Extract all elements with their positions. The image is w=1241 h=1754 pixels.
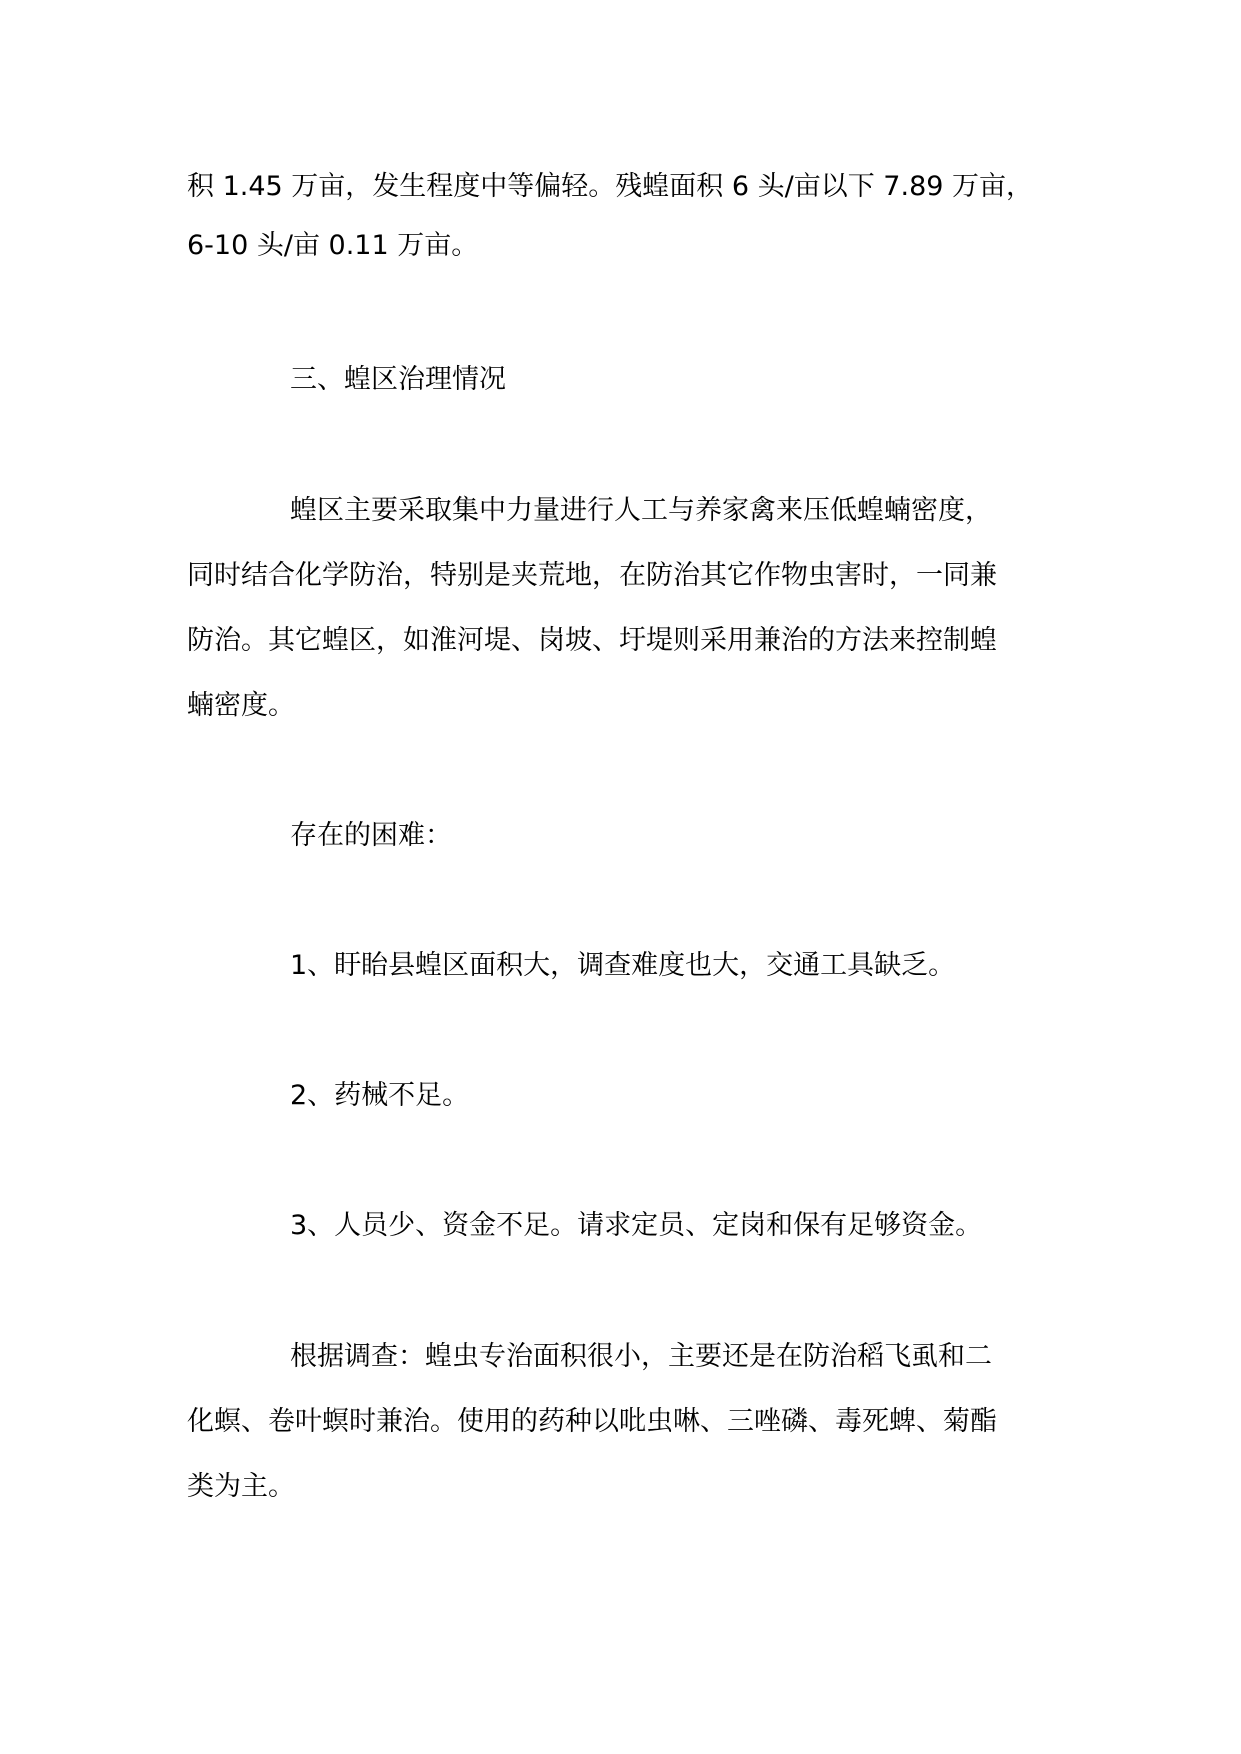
paragraph-2-line-3: 防治。其它蝗区，如淮河堤、岗坡、圩堤则采用兼治的方法来控制蝗 (187, 625, 997, 656)
paragraph-1-line-1: 积 1.45 万亩，发生程度中等偏轻。残蝗面积 6 头/亩以下 7.89 万亩， (187, 171, 1034, 202)
paragraph-1-line-2: 6-10 头/亩 0.11 万亩。 (187, 230, 479, 261)
difficulty-item-1: 1、盱眙县蝗区面积大，调查难度也大，交通工具缺乏。 (290, 950, 956, 981)
paragraph-2-line-2: 同时结合化学防治，特别是夹荒地，在防治其它作物虫害时，一同兼 (187, 560, 997, 591)
section-heading-3: 三、蝗区治理情况 (290, 364, 506, 395)
paragraph-3-line-3: 类为主。 (187, 1471, 295, 1502)
paragraph-2-line-1: 蝗区主要采取集中力量进行人工与养家禽来压低蝗蝻密度， (290, 495, 992, 526)
paragraph-3-line-2: 化螟、卷叶螟时兼治。使用的药种以吡虫啉、三唑磷、毒死蜱、菊酯 (187, 1406, 997, 1437)
paragraph-3-line-1: 根据调查：蝗虫专治面积很小，主要还是在防治稻飞虱和二 (290, 1341, 992, 1372)
paragraph-2-line-4: 蝻密度。 (187, 690, 295, 721)
difficulty-item-3: 3、人员少、资金不足。请求定员、定岗和保有足够资金。 (290, 1210, 983, 1241)
difficulty-item-2: 2、药械不足。 (290, 1080, 470, 1111)
difficulties-heading: 存在的困难： (290, 820, 452, 851)
